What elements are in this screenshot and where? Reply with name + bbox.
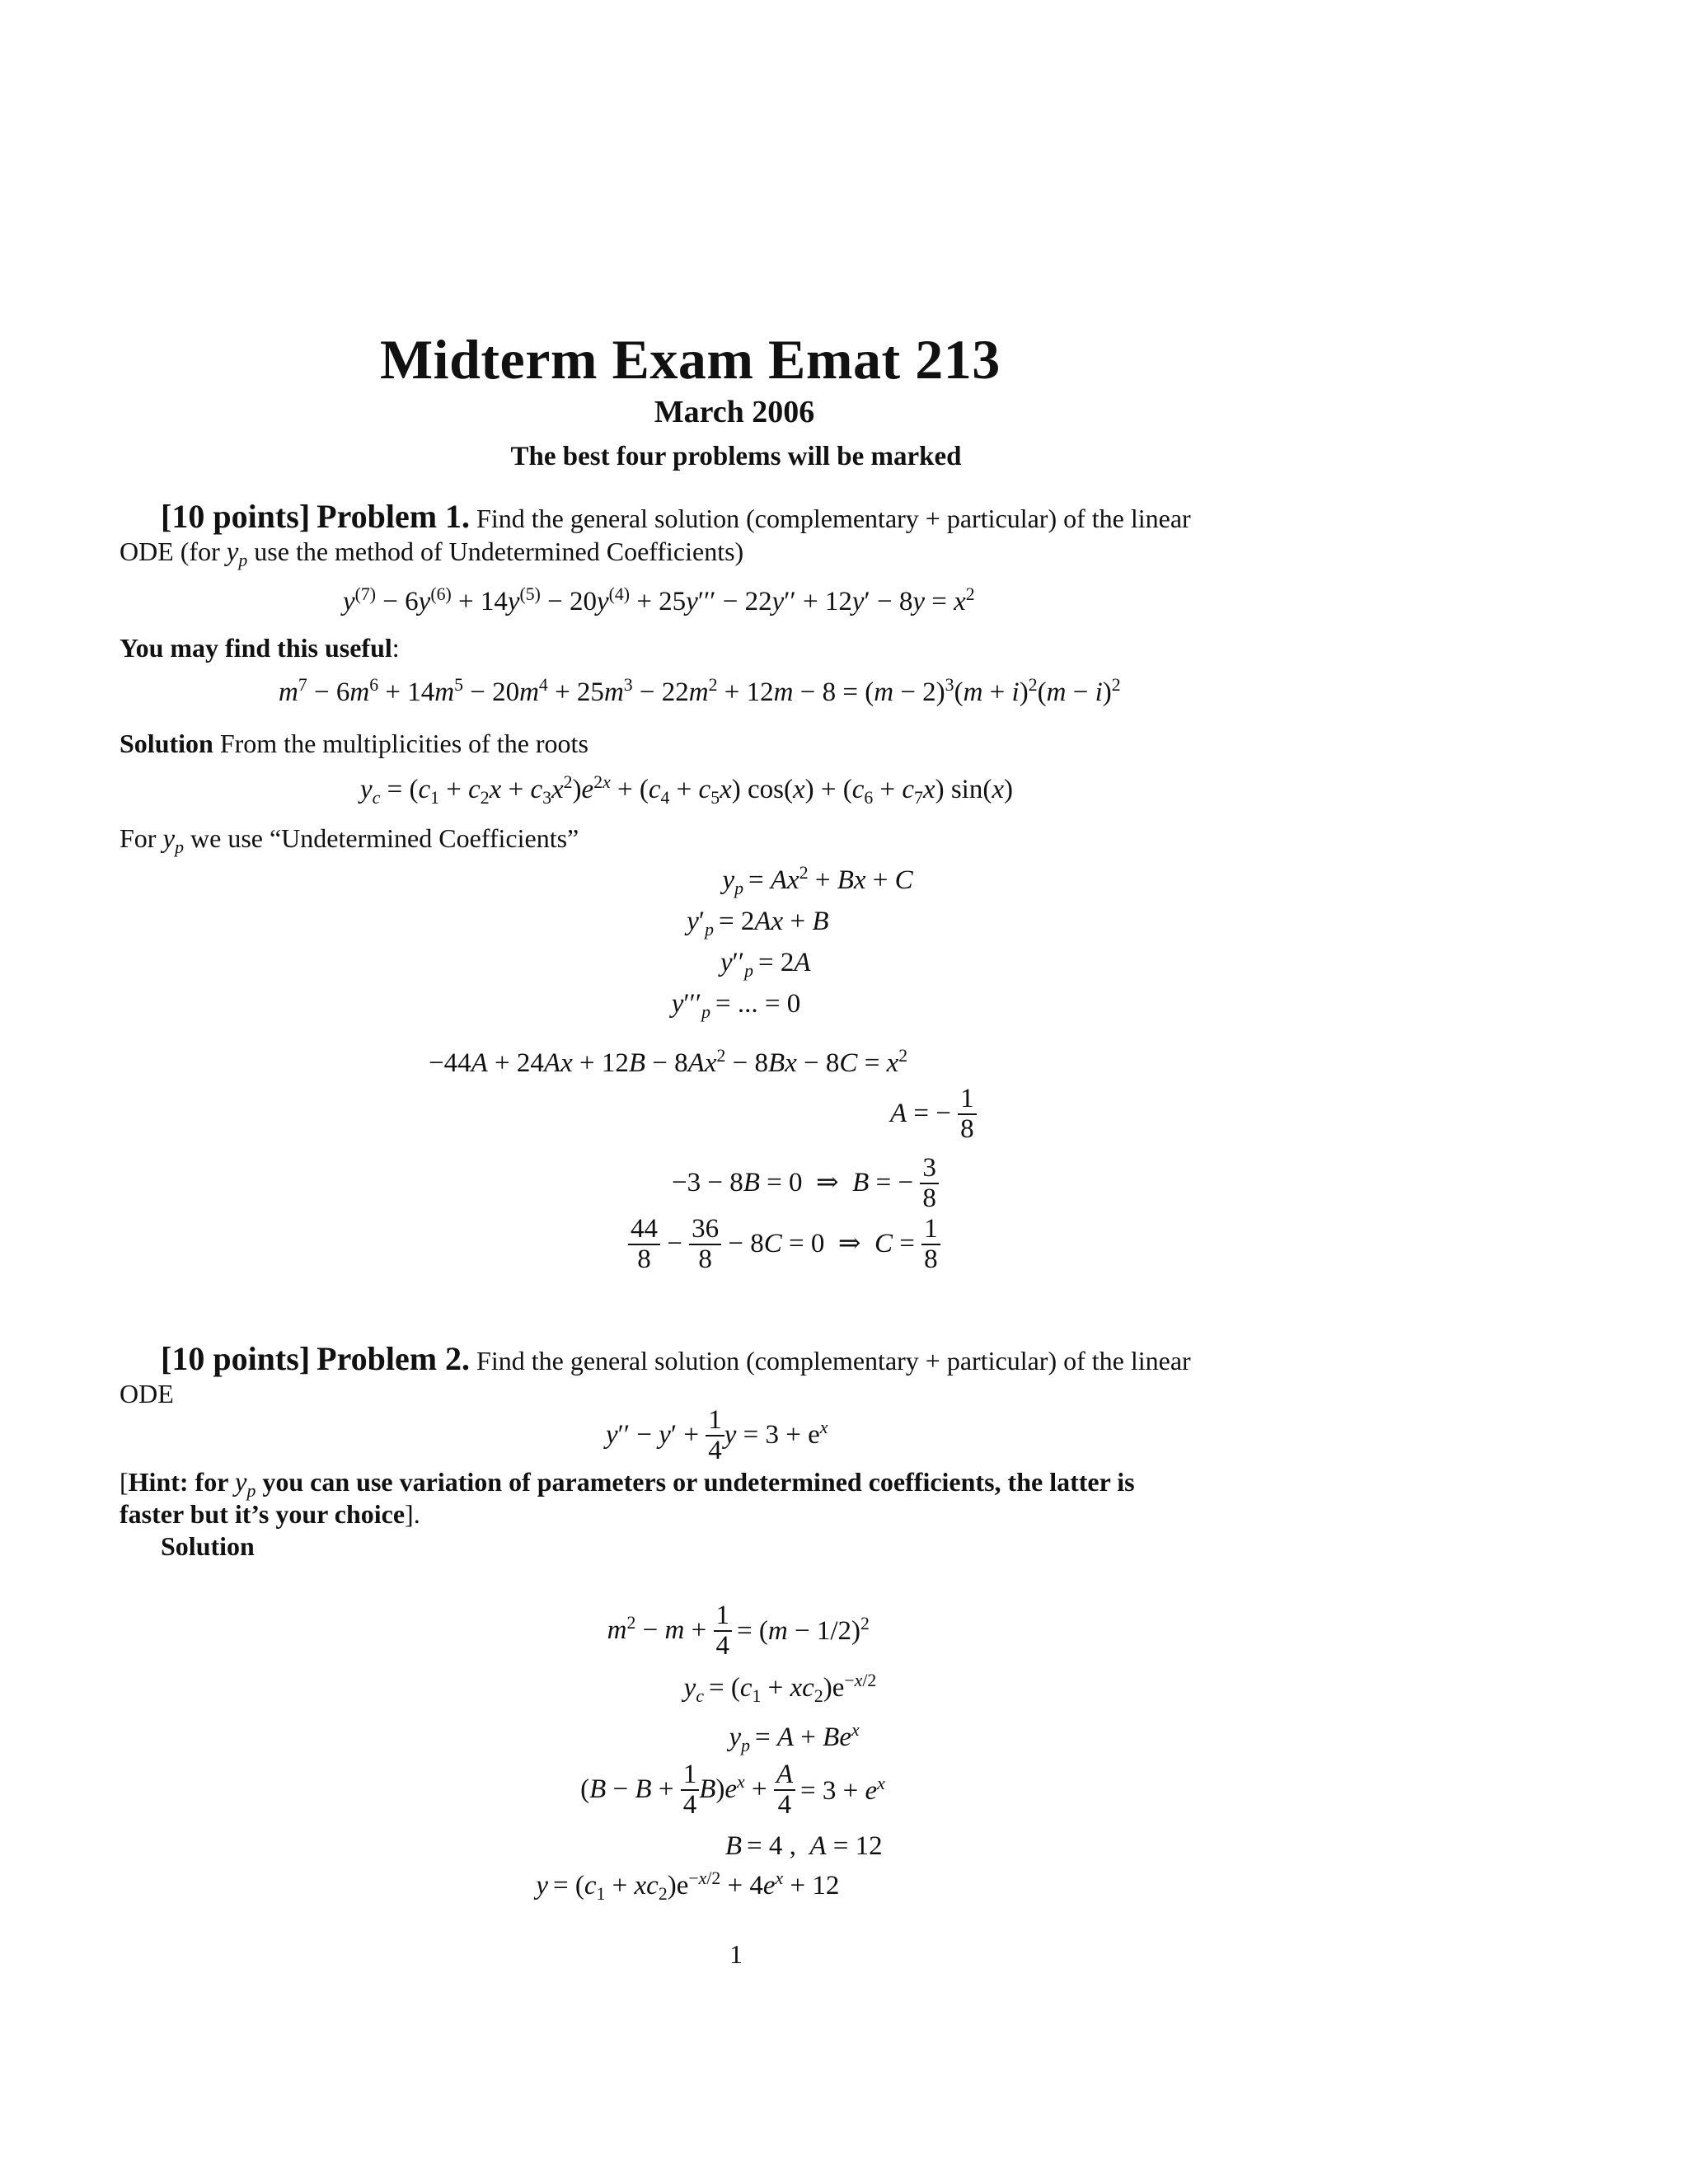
yp-label: $y_p$ (722, 865, 743, 898)
problem1-header (161, 498, 1191, 535)
p2-yp-label: $y_p$ (729, 1722, 750, 1755)
problem2-solution-label: Solution (161, 1531, 255, 1561)
substitution-equation: $-44A + 24Ax + 12B - 8Ax^2 - 8Bx - 8C = x^2$ (429, 1046, 908, 1078)
problem1-solution-label: Solution (120, 729, 213, 758)
p2-char-lhs: $m^2 - m$ + $\frac{1}{4}$ (412, 1603, 732, 1661)
p2-general-solution: = $(c_1 + xc_2)e^{-x/2} + 4e^x + 12$ (553, 1868, 840, 1904)
p2-yc-label: $y_c$ (683, 1673, 704, 1706)
p2-b-label: B (724, 1831, 742, 1861)
yp1-def: = 2Ax + B (719, 907, 829, 936)
problem2-label: Problem 2. (316, 1340, 471, 1377)
problem1-statement: Find the general solution (complementary + particular) of the linear (476, 504, 1191, 533)
problem1-solution-line: Solution From the multiplicities of the roots (120, 729, 588, 758)
p2-yp-def: = $A + Be^x$ (755, 1720, 860, 1752)
problem2-hint-line2: faster but it’s your choice]. (120, 1499, 420, 1529)
problem2-points: [10 points] (161, 1340, 311, 1377)
p2-sub-rhs: = $3 + e^x$ (800, 1774, 885, 1806)
page-number: 1 (729, 1939, 743, 1969)
problem1-statement-cont: ODE (for $y_p$ use the method of Undetermined Coefficients) (120, 537, 744, 570)
yp-def: = $Ax^2 + Bx + C$ (748, 863, 913, 895)
problem1-points: [10 points] (161, 498, 311, 535)
p2-char-rhs: = $(m - 1/2)^2$ (737, 1614, 870, 1646)
coef-c: $\frac{44}{8}$ − $\frac{36}{8}$ − 8C = 0 ⇒ C = $\frac{1}{8}$ (628, 1216, 940, 1275)
p2-y-label: y (536, 1871, 548, 1900)
coef-b: −3 − 8B = 0 ⇒ B = − $\frac{3}{8}$ (672, 1155, 939, 1214)
yp3-label: $y'''_p$ (671, 989, 710, 1022)
p2-yc-def: = $(c_1 + xc_2)e^{-x/2}$ (709, 1671, 877, 1706)
problem1-ode: $y^{(7)} - 6y^{(6)} + 14y^{(5)} - 20y^{(4)} + 25y''' - 22y'' + 12y' - 8y = x^2$ (343, 584, 975, 616)
problem2-statement-cont: ODE (120, 1379, 174, 1408)
characteristic-factorization: $m^7 - 6m^6 + 14m^5 - 20m^4 + 25m^3 - 22m^2 + 12m - 8 = (m - 2)^3(m + i)^2(m - i)^2$ (279, 675, 1121, 707)
yp2-def: = 2A (758, 948, 811, 977)
problem2-header (161, 1340, 1191, 1377)
p2-b-a-values: = 4 , A = 12 (747, 1831, 883, 1861)
problem1-yc: $y_c = (c_1 + c_2x + c_3x^2)e^{2x} + (c_4 + c_5x) \cos(x) + (c_6 + c_7x)$ sin(x) (360, 772, 1013, 808)
problem2-ode: y′′ − y′ + $\frac{1}{4}$ $y = 3 + e^x$ (606, 1405, 828, 1465)
problem2-hint-line1: [Hint: for $y_p$ you can use variation of parameters or undetermined coefficients, the latter is (120, 1467, 1135, 1501)
coef-a: A = − $\frac{1}{8}$ (890, 1086, 977, 1145)
useful-label: You may find this useful: (120, 633, 400, 663)
page-title: Midterm Exam Emat 213 (380, 328, 1001, 391)
for-yp-line: For $y_p$ we use “Undetermined Coefficients” (120, 823, 579, 857)
yp3-def: = ... = 0 (715, 989, 801, 1019)
yp1-label: $y'_p$ (687, 907, 714, 940)
yp2-label: $y''_p$ (720, 948, 753, 981)
p2-sub-lhs: (B − B + $\frac{1}{4}$ $B)e^x$ + $\frac{A}{4}$ (412, 1762, 795, 1821)
exam-note: The best four problems will be marked (510, 442, 962, 471)
exam-date: March 2006 (654, 395, 815, 429)
problem1-label: Problem 1. (316, 498, 471, 535)
problem2-statement: Find the general solution (complementary + particular) of the linear (476, 1346, 1191, 1376)
